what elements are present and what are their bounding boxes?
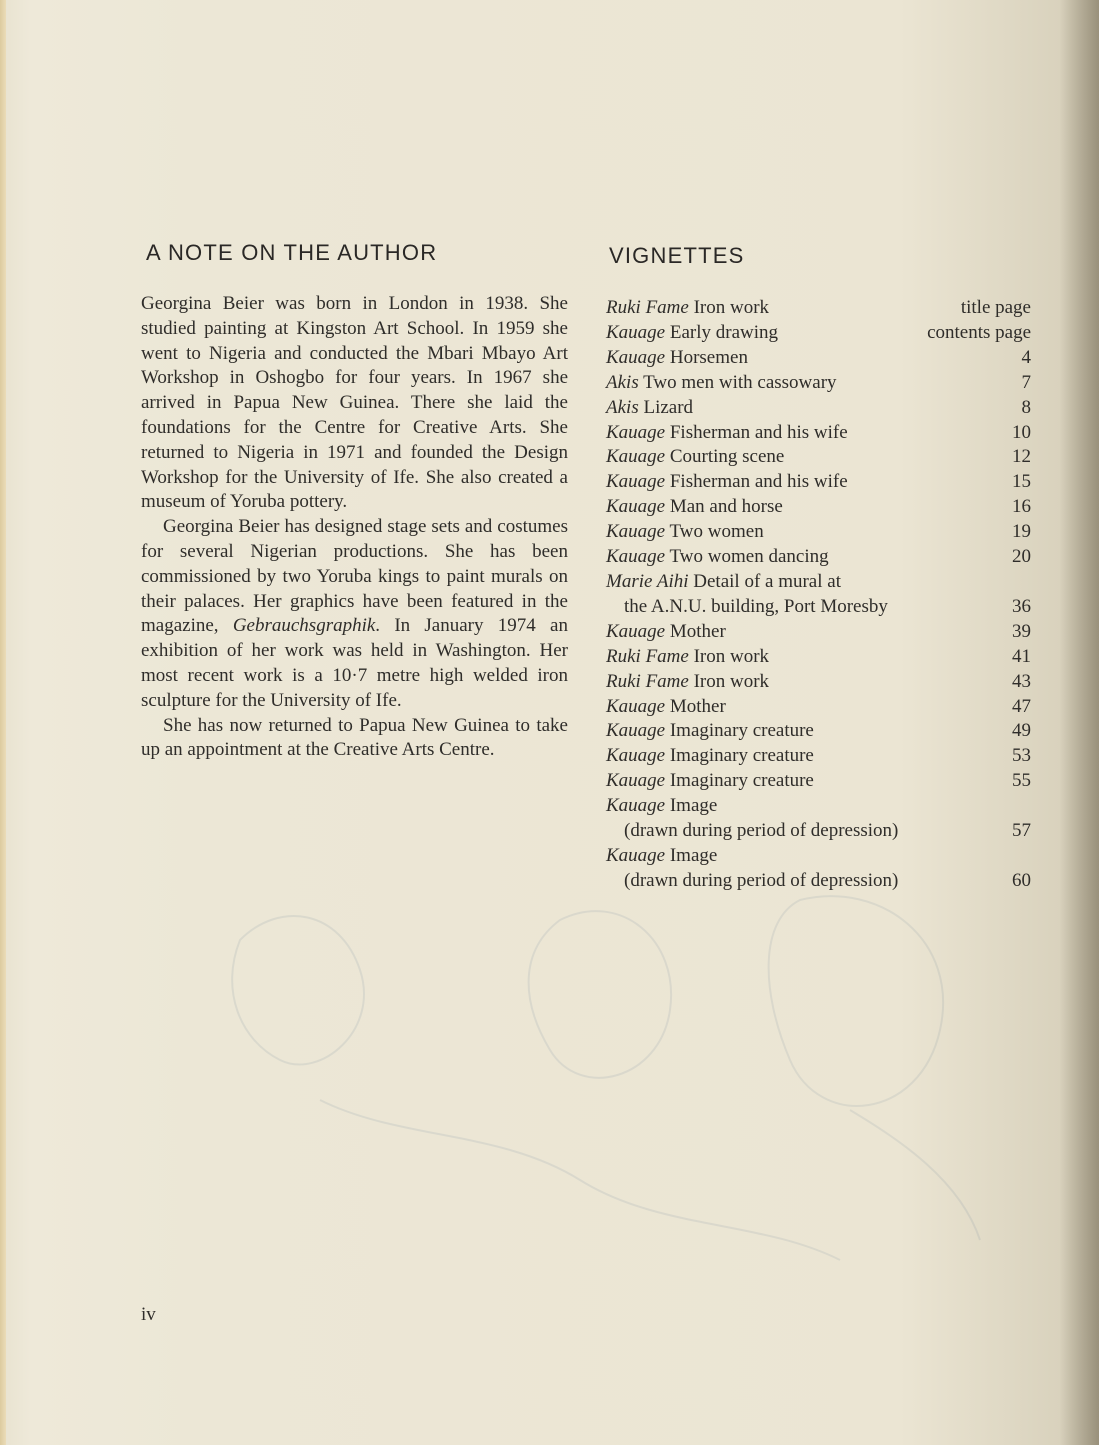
- vignette-item: [606, 844, 1031, 869]
- vignette-caption: [606, 520, 764, 545]
- vignette-page: 7: [1021, 371, 1031, 393]
- vignette-caption: [606, 794, 717, 819]
- vignette-item: [606, 670, 1031, 695]
- vignette-item: [606, 620, 1031, 645]
- vignette-caption: [606, 719, 814, 744]
- vignette-caption: [606, 346, 748, 371]
- vignette-caption: [606, 321, 778, 346]
- vignette-page: 60: [1012, 869, 1031, 891]
- bio-paragraph-2-end: . In January 1974 an exhibition of her work was held in Washington. Her most recent work is a 10·7 metre high welded iron sculpture for the University of Ife.: [141, 615, 568, 711]
- bio-paragraph-2: [141, 515, 568, 713]
- vignette-artist: Kauage: [606, 446, 666, 468]
- bio-paragraph-3: She has now returned to Papua New Guinea to take up an appointment at the Creative Arts Centre.: [141, 714, 568, 761]
- vignette-item: [606, 346, 1031, 371]
- vignette-artist: Kauage: [606, 770, 666, 792]
- vignettes-heading: VIGNETTES: [609, 243, 745, 268]
- vignette-title: Horsemen: [669, 346, 748, 368]
- vignette-artist: Akis: [606, 371, 639, 393]
- page-number: iv: [141, 1304, 156, 1325]
- vignette-title: Lizard: [643, 396, 694, 418]
- vignette-artist: Akis: [606, 396, 639, 418]
- bio-paragraph-2-start: Georgina Beier has designed stage sets and costumes for several Nigerian productions. She has been commissioned by two Yoruba kings to paint murals on their palaces. Her graphics have been featured in the magazine,: [141, 516, 568, 637]
- vignette-page: 57: [1012, 820, 1031, 842]
- vignette-caption: [606, 769, 814, 794]
- vignette-artist: Kauage: [606, 496, 666, 518]
- vignette-item: [606, 321, 1031, 346]
- vignette-page: 43: [1012, 670, 1031, 692]
- vignette-artist: Ruki Fame: [606, 670, 689, 692]
- vignette-title: Iron work: [693, 670, 770, 692]
- vignette-page: 39: [1012, 620, 1031, 642]
- vignette-title: Mother: [669, 620, 726, 642]
- vignette-page: 4: [1021, 346, 1031, 368]
- vignette-page: 12: [1012, 446, 1031, 468]
- vignette-caption: [606, 396, 693, 421]
- vignette-item: [606, 645, 1031, 670]
- vignette-caption: [606, 695, 726, 720]
- vignette-title-continuation: the A.N.U. building, Port Moresby: [624, 595, 888, 617]
- vignette-item-continuation: [606, 595, 1031, 620]
- vignette-caption: [606, 620, 726, 645]
- vignette-title: Two women dancing: [669, 546, 829, 568]
- vignette-item: [606, 421, 1031, 446]
- bio-paragraph-1: Georgina Beier was born in London in 1938. She studied painting at Kingston Art School. In 1959 she went to Nigeria and conducted the Mbari Mbayo Art Workshop in Oshogbo for four years. In 1967 she arrived in Papua New Guinea. There she laid the foundations for the Centre for Creative Arts. She returned to Nigeria in 1971 and founded the Design Workshop for the University of Ife. She also created a museum of Yoruba pottery.: [141, 293, 568, 513]
- vignette-artist: Kauage: [606, 620, 666, 642]
- vignette-artist: Kauage: [606, 546, 666, 568]
- vignette-artist: Kauage: [606, 471, 666, 493]
- vignette-title-continuation: (drawn during period of depression): [624, 820, 899, 842]
- vignette-artist: Kauage: [606, 521, 666, 543]
- vignette-caption: [606, 371, 837, 396]
- author-note-heading: A NOTE ON THE AUTHOR: [146, 240, 438, 265]
- vignette-item: [606, 545, 1031, 570]
- vignette-item-continuation: [606, 819, 1031, 844]
- vignette-item: [606, 470, 1031, 495]
- vignette-title: Iron work: [693, 645, 770, 667]
- vignette-item: [606, 769, 1031, 794]
- vignette-item: [606, 495, 1031, 520]
- vignette-title: Courting scene: [669, 446, 785, 468]
- vignette-item: [606, 396, 1031, 421]
- vignette-caption: [606, 570, 841, 595]
- vignette-title: Image: [669, 795, 718, 817]
- vignette-item: [606, 719, 1031, 744]
- vignette-title: Man and horse: [669, 496, 783, 518]
- vignette-caption: [606, 470, 848, 495]
- vignette-caption: [606, 744, 814, 769]
- vignette-title: Two men with cassowary: [643, 371, 837, 393]
- vignette-title: Image: [669, 844, 718, 866]
- vignette-title: Fisherman and his wife: [669, 471, 848, 493]
- vignette-item: [606, 371, 1031, 396]
- vignette-title: Fisherman and his wife: [669, 421, 848, 443]
- vignette-page: 16: [1012, 496, 1031, 518]
- vignette-item-continuation: [606, 869, 1031, 894]
- vignette-page: contents page: [927, 321, 1031, 343]
- bleed-through-drawing: [200, 880, 1060, 1300]
- vignette-item: [606, 520, 1031, 545]
- page-edge: [0, 0, 6, 1445]
- gutter-shadow: [1059, 0, 1099, 1445]
- vignette-artist: Marie Aihi: [606, 570, 689, 592]
- vignette-caption: [606, 495, 783, 520]
- vignette-title: Mother: [669, 695, 726, 717]
- vignette-page: 55: [1012, 770, 1031, 792]
- author-biography: [141, 292, 568, 763]
- vignette-artist: Kauage: [606, 346, 666, 368]
- vignette-artist: Kauage: [606, 421, 666, 443]
- vignette-caption: [606, 645, 769, 670]
- vignette-artist: Ruki Fame: [606, 645, 689, 667]
- vignette-title: Imaginary creature: [669, 745, 814, 767]
- vignette-page: 53: [1012, 745, 1031, 767]
- vignette-caption: [606, 445, 784, 470]
- vignette-caption: [606, 545, 829, 570]
- vignette-artist: Kauage: [606, 745, 666, 767]
- vignette-item: [606, 744, 1031, 769]
- vignette-artist: Kauage: [606, 321, 666, 343]
- vignette-page: 19: [1012, 521, 1031, 543]
- vignette-page: 41: [1012, 645, 1031, 667]
- vignette-artist: Kauage: [606, 795, 666, 817]
- vignette-title-continuation: (drawn during period of depression): [624, 869, 899, 891]
- vignette-page: 49: [1012, 720, 1031, 742]
- vignette-page: 10: [1012, 421, 1031, 443]
- vignette-caption: [606, 670, 769, 695]
- vignette-artist: Kauage: [606, 844, 666, 866]
- vignette-item: [606, 794, 1031, 819]
- vignette-artist: Ruki Fame: [606, 297, 689, 318]
- vignette-title: Early drawing: [669, 321, 779, 343]
- vignette-page: 15: [1012, 471, 1031, 493]
- vignette-page: 36: [1012, 595, 1031, 617]
- vignette-item: [606, 570, 1031, 595]
- vignette-title: Two women: [669, 521, 764, 543]
- vignette-item: [606, 695, 1031, 720]
- magazine-title: Gebrauchsgraphik: [232, 615, 376, 637]
- vignette-artist: Kauage: [606, 720, 666, 742]
- vignette-page: 20: [1012, 546, 1031, 568]
- vignette-title: Detail of a mural at: [693, 570, 841, 592]
- vignette-caption: [606, 844, 717, 869]
- vignettes-list: [606, 296, 1031, 894]
- vignette-title: Imaginary creature: [669, 720, 814, 742]
- vignette-item: [606, 445, 1031, 470]
- vignette-item: [606, 296, 1031, 321]
- vignette-caption: [606, 296, 769, 321]
- vignette-page: 8: [1021, 396, 1031, 418]
- vignette-page: title page: [960, 297, 1031, 318]
- vignette-page: 47: [1012, 695, 1031, 717]
- vignette-caption: [606, 421, 848, 446]
- vignette-title: Iron work: [693, 297, 770, 318]
- vignette-artist: Kauage: [606, 695, 666, 717]
- vignette-title: Imaginary creature: [669, 770, 814, 792]
